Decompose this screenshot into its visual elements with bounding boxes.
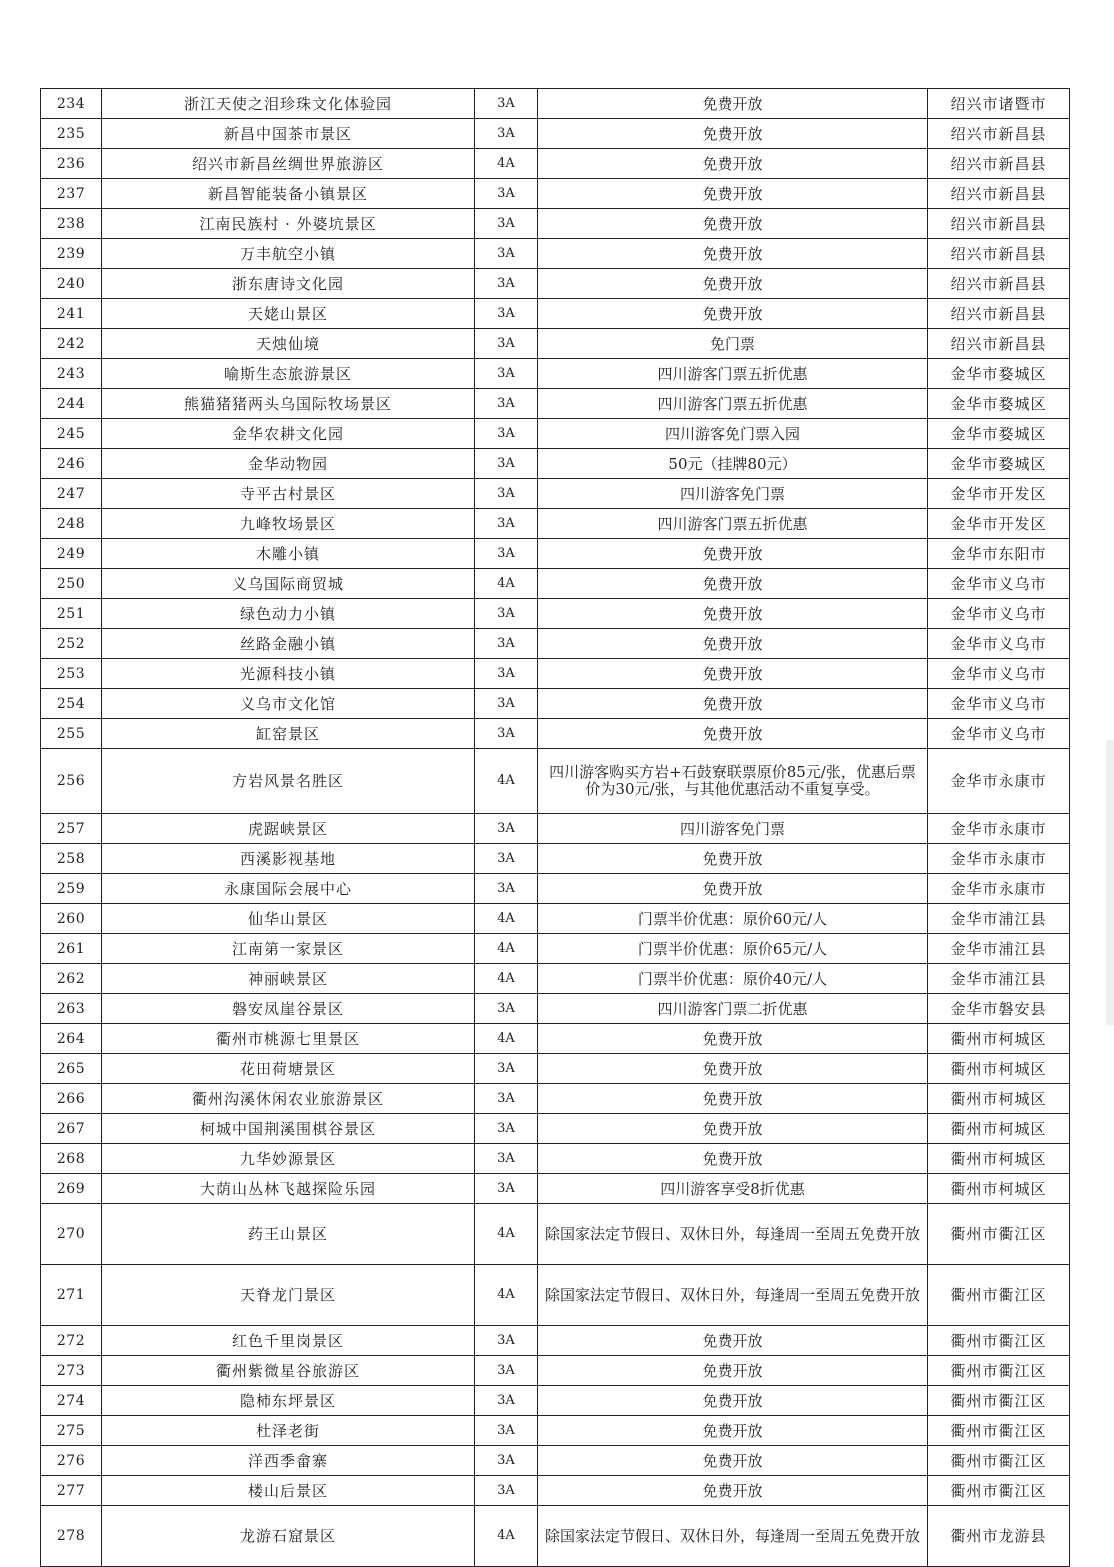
table-row (41, 389, 1070, 419)
table-row (41, 1265, 1070, 1326)
spot-level: 3A (475, 719, 538, 749)
ticket-policy: 四川游客门票五折优惠 (538, 359, 928, 389)
spot-level: 3A (475, 629, 538, 659)
row-number: 277 (41, 1476, 102, 1506)
ticket-policy: 免费开放 (538, 239, 928, 269)
ticket-policy: 免费开放 (538, 599, 928, 629)
spot-level: 3A (475, 269, 538, 299)
spot-location: 衢州市衢江区 (928, 1356, 1070, 1386)
spot-location: 衢州市柯城区 (928, 1054, 1070, 1084)
spot-name: 西溪影视基地 (102, 844, 475, 874)
spot-name: 洋西季畲寨 (102, 1446, 475, 1476)
row-number: 253 (41, 659, 102, 689)
row-number: 267 (41, 1114, 102, 1144)
row-number: 275 (41, 1416, 102, 1446)
spot-location: 绍兴市新昌县 (928, 119, 1070, 149)
row-number: 270 (41, 1204, 102, 1265)
spot-location: 金华市义乌市 (928, 689, 1070, 719)
ticket-policy: 除国家法定节假日、双休日外，每逢周一至周五免费开放 (538, 1265, 928, 1326)
ticket-policy: 四川游客购买方岩+石鼓寮联票原价85元/张，优惠后票价为30元/张，与其他优惠活动不重复享受。 (538, 749, 928, 814)
table-row (41, 814, 1070, 844)
spot-level: 3A (475, 599, 538, 629)
spot-name: 天姥山景区 (102, 299, 475, 329)
spot-level: 4A (475, 934, 538, 964)
spot-level: 3A (475, 1084, 538, 1114)
table-row (41, 934, 1070, 964)
spot-level: 4A (475, 1265, 538, 1326)
spot-location: 金华市永康市 (928, 749, 1070, 814)
row-number: 269 (41, 1174, 102, 1204)
ticket-policy: 免费开放 (538, 1114, 928, 1144)
spot-level: 3A (475, 119, 538, 149)
spot-level: 4A (475, 569, 538, 599)
spot-name: 衢州沟溪休闲农业旅游景区 (102, 1084, 475, 1114)
spot-level: 3A (475, 874, 538, 904)
spot-location: 金华市开发区 (928, 509, 1070, 539)
ticket-policy: 除国家法定节假日、双休日外，每逢周一至周五免费开放 (538, 1204, 928, 1265)
spot-level: 3A (475, 1114, 538, 1144)
ticket-policy: 免费开放 (538, 149, 928, 179)
table-row (41, 89, 1070, 119)
spot-level: 3A (475, 179, 538, 209)
row-number: 272 (41, 1326, 102, 1356)
table-row (41, 719, 1070, 749)
table-row (41, 1174, 1070, 1204)
spot-level: 4A (475, 749, 538, 814)
ticket-policy: 免费开放 (538, 1054, 928, 1084)
ticket-policy: 免费开放 (538, 1416, 928, 1446)
table-row (41, 599, 1070, 629)
row-number: 254 (41, 689, 102, 719)
table-row (41, 449, 1070, 479)
row-number: 261 (41, 934, 102, 964)
ticket-policy: 免费开放 (538, 569, 928, 599)
scenic-spot-table (40, 88, 1070, 1567)
row-number: 259 (41, 874, 102, 904)
row-number: 238 (41, 209, 102, 239)
ticket-policy: 免费开放 (538, 539, 928, 569)
spot-name: 花田荷塘景区 (102, 1054, 475, 1084)
spot-name: 金华农耕文化园 (102, 419, 475, 449)
table-row (41, 179, 1070, 209)
table-row (41, 479, 1070, 509)
spot-name: 金华动物园 (102, 449, 475, 479)
spot-level: 3A (475, 299, 538, 329)
ticket-policy: 免费开放 (538, 1476, 928, 1506)
table-row (41, 1054, 1070, 1084)
table-row (41, 689, 1070, 719)
row-number: 248 (41, 509, 102, 539)
spot-location: 衢州市衢江区 (928, 1416, 1070, 1446)
table-row (41, 1476, 1070, 1506)
spot-location: 衢州市衢江区 (928, 1446, 1070, 1476)
ticket-policy: 免费开放 (538, 119, 928, 149)
table-row (41, 1114, 1070, 1144)
ticket-policy: 免费开放 (538, 1144, 928, 1174)
spot-location: 金华市永康市 (928, 874, 1070, 904)
spot-location: 衢州市柯城区 (928, 1114, 1070, 1144)
spot-level: 4A (475, 1506, 538, 1567)
spot-location: 金华市东阳市 (928, 539, 1070, 569)
table-row (41, 844, 1070, 874)
spot-name: 衢州紫微星谷旅游区 (102, 1356, 475, 1386)
spot-location: 绍兴市新昌县 (928, 329, 1070, 359)
ticket-policy: 四川游客门票五折优惠 (538, 509, 928, 539)
table-row (41, 874, 1070, 904)
spot-name: 柯城中国荆溪围棋谷景区 (102, 1114, 475, 1144)
row-number: 250 (41, 569, 102, 599)
spot-name: 虎踞峡景区 (102, 814, 475, 844)
row-number: 271 (41, 1265, 102, 1326)
ticket-policy: 门票半价优惠：原价60元/人 (538, 904, 928, 934)
ticket-policy: 免费开放 (538, 1446, 928, 1476)
spot-level: 3A (475, 1476, 538, 1506)
spot-location: 金华市婺城区 (928, 389, 1070, 419)
table-row (41, 359, 1070, 389)
spot-name: 熊猫猪猪两头乌国际牧场景区 (102, 389, 475, 419)
spot-level: 3A (475, 1144, 538, 1174)
spot-location: 金华市义乌市 (928, 629, 1070, 659)
spot-name: 九峰牧场景区 (102, 509, 475, 539)
table-row (41, 749, 1070, 814)
table-row (41, 329, 1070, 359)
spot-name: 木雕小镇 (102, 539, 475, 569)
ticket-policy: 四川游客免门票入园 (538, 419, 928, 449)
table-row (41, 659, 1070, 689)
spot-location: 金华市浦江县 (928, 934, 1070, 964)
ticket-policy: 免费开放 (538, 179, 928, 209)
table-row (41, 209, 1070, 239)
spot-location: 金华市永康市 (928, 814, 1070, 844)
row-number: 265 (41, 1054, 102, 1084)
spot-level: 3A (475, 329, 538, 359)
spot-name: 喻斯生态旅游景区 (102, 359, 475, 389)
row-number: 258 (41, 844, 102, 874)
spot-name: 楼山后景区 (102, 1476, 475, 1506)
spot-location: 衢州市衢江区 (928, 1265, 1070, 1326)
ticket-policy: 免费开放 (538, 209, 928, 239)
table-row (41, 1326, 1070, 1356)
spot-name: 红色千里岗景区 (102, 1326, 475, 1356)
row-number: 243 (41, 359, 102, 389)
table-row (41, 239, 1070, 269)
spot-location: 金华市义乌市 (928, 719, 1070, 749)
ticket-policy: 免费开放 (538, 1326, 928, 1356)
spot-name: 龙游石窟景区 (102, 1506, 475, 1567)
row-number: 235 (41, 119, 102, 149)
spot-level: 3A (475, 89, 538, 119)
ticket-policy: 除国家法定节假日、双休日外，每逢周一至周五免费开放 (538, 1506, 928, 1567)
spot-location: 金华市浦江县 (928, 964, 1070, 994)
row-number: 260 (41, 904, 102, 934)
spot-location: 衢州市衢江区 (928, 1386, 1070, 1416)
row-number: 262 (41, 964, 102, 994)
row-number: 256 (41, 749, 102, 814)
spot-location: 衢州市柯城区 (928, 1144, 1070, 1174)
spot-level: 3A (475, 449, 538, 479)
table-row (41, 629, 1070, 659)
ticket-policy: 免费开放 (538, 689, 928, 719)
spot-level: 3A (475, 479, 538, 509)
spot-name: 江南民族村 · 外婆坑景区 (102, 209, 475, 239)
row-number: 234 (41, 89, 102, 119)
row-number: 273 (41, 1356, 102, 1386)
ticket-policy: 四川游客享受8折优惠 (538, 1174, 928, 1204)
spot-location: 金华市磐安县 (928, 994, 1070, 1024)
spot-level: 4A (475, 149, 538, 179)
row-number: 276 (41, 1446, 102, 1476)
ticket-policy: 免费开放 (538, 844, 928, 874)
spot-level: 3A (475, 539, 538, 569)
table-row (41, 994, 1070, 1024)
spot-level: 3A (475, 1446, 538, 1476)
row-number: 242 (41, 329, 102, 359)
table-row (41, 149, 1070, 179)
spot-name: 天烛仙境 (102, 329, 475, 359)
table-body (41, 89, 1070, 1567)
spot-location: 绍兴市新昌县 (928, 239, 1070, 269)
ticket-policy: 免费开放 (538, 269, 928, 299)
spot-location: 绍兴市新昌县 (928, 209, 1070, 239)
ticket-policy: 免费开放 (538, 719, 928, 749)
spot-location: 衢州市衢江区 (928, 1476, 1070, 1506)
row-number: 246 (41, 449, 102, 479)
spot-name: 方岩风景名胜区 (102, 749, 475, 814)
table-row (41, 964, 1070, 994)
row-number: 257 (41, 814, 102, 844)
spot-location: 衢州市柯城区 (928, 1024, 1070, 1054)
ticket-policy: 门票半价优惠：原价40元/人 (538, 964, 928, 994)
spot-location: 金华市婺城区 (928, 419, 1070, 449)
row-number: 244 (41, 389, 102, 419)
spot-level: 4A (475, 1024, 538, 1054)
spot-name: 丝路金融小镇 (102, 629, 475, 659)
ticket-policy: 免门票 (538, 329, 928, 359)
spot-location: 金华市义乌市 (928, 659, 1070, 689)
table-row (41, 1446, 1070, 1476)
row-number: 247 (41, 479, 102, 509)
spot-level: 3A (475, 1386, 538, 1416)
ticket-policy: 免费开放 (538, 1024, 928, 1054)
table-row (41, 509, 1070, 539)
row-number: 241 (41, 299, 102, 329)
spot-location: 绍兴市新昌县 (928, 299, 1070, 329)
row-number: 251 (41, 599, 102, 629)
spot-name: 大荫山丛林飞越探险乐园 (102, 1174, 475, 1204)
spot-location: 绍兴市新昌县 (928, 179, 1070, 209)
spot-name: 天脊龙门景区 (102, 1265, 475, 1326)
table-row (41, 119, 1070, 149)
ticket-policy: 免费开放 (538, 299, 928, 329)
spot-level: 4A (475, 964, 538, 994)
row-number: 278 (41, 1506, 102, 1567)
ticket-policy: 免费开放 (538, 1386, 928, 1416)
spot-name: 缸窑景区 (102, 719, 475, 749)
spot-level: 3A (475, 1416, 538, 1446)
table-row (41, 1024, 1070, 1054)
ticket-policy: 门票半价优惠：原价65元/人 (538, 934, 928, 964)
row-number: 245 (41, 419, 102, 449)
table-row (41, 1356, 1070, 1386)
spot-level: 3A (475, 844, 538, 874)
row-number: 252 (41, 629, 102, 659)
spot-name: 杜泽老街 (102, 1416, 475, 1446)
spot-level: 4A (475, 904, 538, 934)
table-row (41, 1084, 1070, 1114)
spot-name: 寺平古村景区 (102, 479, 475, 509)
spot-level: 3A (475, 239, 538, 269)
spot-location: 金华市义乌市 (928, 599, 1070, 629)
table-row (41, 904, 1070, 934)
row-number: 239 (41, 239, 102, 269)
spot-name: 江南第一家景区 (102, 934, 475, 964)
row-number: 264 (41, 1024, 102, 1054)
spot-location: 绍兴市新昌县 (928, 149, 1070, 179)
spot-name: 万丰航空小镇 (102, 239, 475, 269)
spot-name: 神丽峡景区 (102, 964, 475, 994)
spot-location: 金华市义乌市 (928, 569, 1070, 599)
spot-location: 绍兴市诸暨市 (928, 89, 1070, 119)
spot-level: 3A (475, 659, 538, 689)
spot-name: 新昌智能装备小镇景区 (102, 179, 475, 209)
spot-location: 衢州市衢江区 (928, 1204, 1070, 1265)
table-row (41, 419, 1070, 449)
spot-level: 3A (475, 689, 538, 719)
spot-level: 4A (475, 1204, 538, 1265)
spot-location: 绍兴市新昌县 (928, 269, 1070, 299)
row-number: 274 (41, 1386, 102, 1416)
table-row (41, 569, 1070, 599)
spot-name: 浙江天使之泪珍珠文化体验园 (102, 89, 475, 119)
spot-level: 3A (475, 994, 538, 1024)
spot-location: 金华市浦江县 (928, 904, 1070, 934)
spot-name: 药王山景区 (102, 1204, 475, 1265)
row-number: 240 (41, 269, 102, 299)
table-row (41, 1506, 1070, 1567)
spot-location: 金华市婺城区 (928, 359, 1070, 389)
spot-name: 隐柿东坪景区 (102, 1386, 475, 1416)
table-row (41, 1416, 1070, 1446)
spot-name: 仙华山景区 (102, 904, 475, 934)
spot-location: 衢州市柯城区 (928, 1174, 1070, 1204)
ticket-policy: 四川游客免门票 (538, 814, 928, 844)
ticket-policy: 四川游客免门票 (538, 479, 928, 509)
ticket-policy: 免费开放 (538, 1356, 928, 1386)
spot-name: 绍兴市新昌丝绸世界旅游区 (102, 149, 475, 179)
spot-name: 磐安凤崖谷景区 (102, 994, 475, 1024)
row-number: 249 (41, 539, 102, 569)
ticket-policy: 免费开放 (538, 629, 928, 659)
spot-location: 金华市开发区 (928, 479, 1070, 509)
spot-level: 3A (475, 359, 538, 389)
spot-level: 3A (475, 814, 538, 844)
ticket-policy: 免费开放 (538, 89, 928, 119)
table-row (41, 1144, 1070, 1174)
spot-name: 义乌国际商贸城 (102, 569, 475, 599)
row-number: 236 (41, 149, 102, 179)
ticket-policy: 免费开放 (538, 874, 928, 904)
spot-level: 3A (475, 1356, 538, 1386)
spot-location: 金华市婺城区 (928, 449, 1070, 479)
ticket-policy: 四川游客门票二折优惠 (538, 994, 928, 1024)
spot-level: 3A (475, 1326, 538, 1356)
spot-level: 3A (475, 1054, 538, 1084)
spot-level: 3A (475, 389, 538, 419)
row-number: 237 (41, 179, 102, 209)
ticket-policy: 免费开放 (538, 659, 928, 689)
spot-name: 九华妙源景区 (102, 1144, 475, 1174)
spot-level: 3A (475, 209, 538, 239)
spot-level: 3A (475, 509, 538, 539)
ticket-policy: 四川游客门票五折优惠 (538, 389, 928, 419)
row-number: 268 (41, 1144, 102, 1174)
spot-level: 3A (475, 1174, 538, 1204)
spot-name: 衢州市桃源七里景区 (102, 1024, 475, 1054)
spot-location: 衢州市龙游县 (928, 1506, 1070, 1567)
table-row (41, 1204, 1070, 1265)
spot-location: 衢州市柯城区 (928, 1084, 1070, 1114)
spot-name: 浙东唐诗文化园 (102, 269, 475, 299)
row-number: 255 (41, 719, 102, 749)
scrollbar[interactable] (1106, 740, 1114, 1025)
ticket-policy: 50元（挂牌80元） (538, 449, 928, 479)
spot-name: 新昌中国茶市景区 (102, 119, 475, 149)
table-row (41, 539, 1070, 569)
spot-name: 光源科技小镇 (102, 659, 475, 689)
row-number: 263 (41, 994, 102, 1024)
row-number: 266 (41, 1084, 102, 1114)
spot-location: 金华市永康市 (928, 844, 1070, 874)
spot-location: 衢州市衢江区 (928, 1326, 1070, 1356)
table-row (41, 299, 1070, 329)
table-row (41, 1386, 1070, 1416)
spot-level: 3A (475, 419, 538, 449)
table-row (41, 269, 1070, 299)
spot-name: 义乌市文化馆 (102, 689, 475, 719)
spot-name: 绿色动力小镇 (102, 599, 475, 629)
spot-name: 永康国际会展中心 (102, 874, 475, 904)
ticket-policy: 免费开放 (538, 1084, 928, 1114)
